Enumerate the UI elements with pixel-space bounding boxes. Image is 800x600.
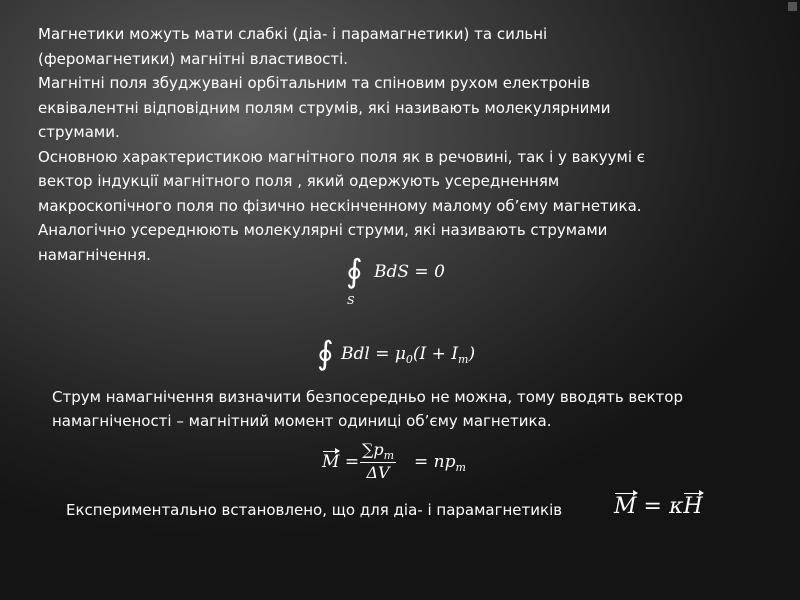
magnetization-lhs — [322, 452, 359, 472]
susceptibility-expression — [614, 494, 703, 519]
equals-sign: = — [344, 452, 360, 472]
contour-integral-sign: ∮ — [346, 252, 363, 290]
magnetization-rhs — [414, 452, 466, 474]
mu-subscript: 0 — [405, 353, 413, 366]
fraction — [360, 440, 396, 482]
rhs-npm: = np — [414, 452, 456, 472]
vector-m: M — [322, 452, 340, 472]
sum-pm: ∑p — [362, 440, 384, 459]
magnetization-paragraph: Струм намагнічення визначити безпосередньо не можна, тому вводять вектор намагніченості – магнітний момент одиниці об’єму магнетика. — [52, 388, 683, 430]
ampere-lhs: Bdl = μ — [341, 344, 406, 364]
vector-m: M — [614, 494, 637, 519]
fraction-numerator — [360, 440, 396, 463]
experimental-paragraph: Експериментально встановлено, що для діа- і парамагнетиків — [66, 501, 563, 519]
equals-kappa: = κ — [636, 494, 684, 519]
contour-integral-sign: ∮ — [317, 334, 334, 372]
intro-paragraph: Магнетики можуть мати слабкі (діа- і парамагнетики) та сильні (феромагнетики) магнітні властивості. Магнітні поля збуджувані орбітальним та спіновим рухом електронів еквівалентні відповідним полям струмів, які називають молекулярними струмами. Основною характеристикою магнітного поля як в речовині, так і у вакуумі є вектор індукції магнітного поля , який одержують усередненням макроскопічного поля по фізично нескінченному малому об’єму магнетика. Аналогічно усереднюють молекулярні струми, які називають струмами намагнічення. — [38, 25, 645, 264]
fraction-denominator: ΔV — [366, 463, 390, 482]
integral-lower-limit: S — [347, 294, 355, 307]
corner-marker — [788, 2, 797, 11]
closing-paren: ) — [468, 344, 476, 364]
gauss-law-expression: BdS = 0 — [374, 262, 445, 282]
current-subscript: m — [458, 353, 469, 366]
pm-subscript: m — [383, 449, 395, 462]
ampere-law-expression — [341, 344, 475, 366]
ampere-current: (I + I — [412, 344, 459, 364]
susceptibility-formula — [614, 494, 703, 534]
rhs-subscript: m — [455, 461, 466, 474]
vector-h: H — [683, 494, 703, 519]
